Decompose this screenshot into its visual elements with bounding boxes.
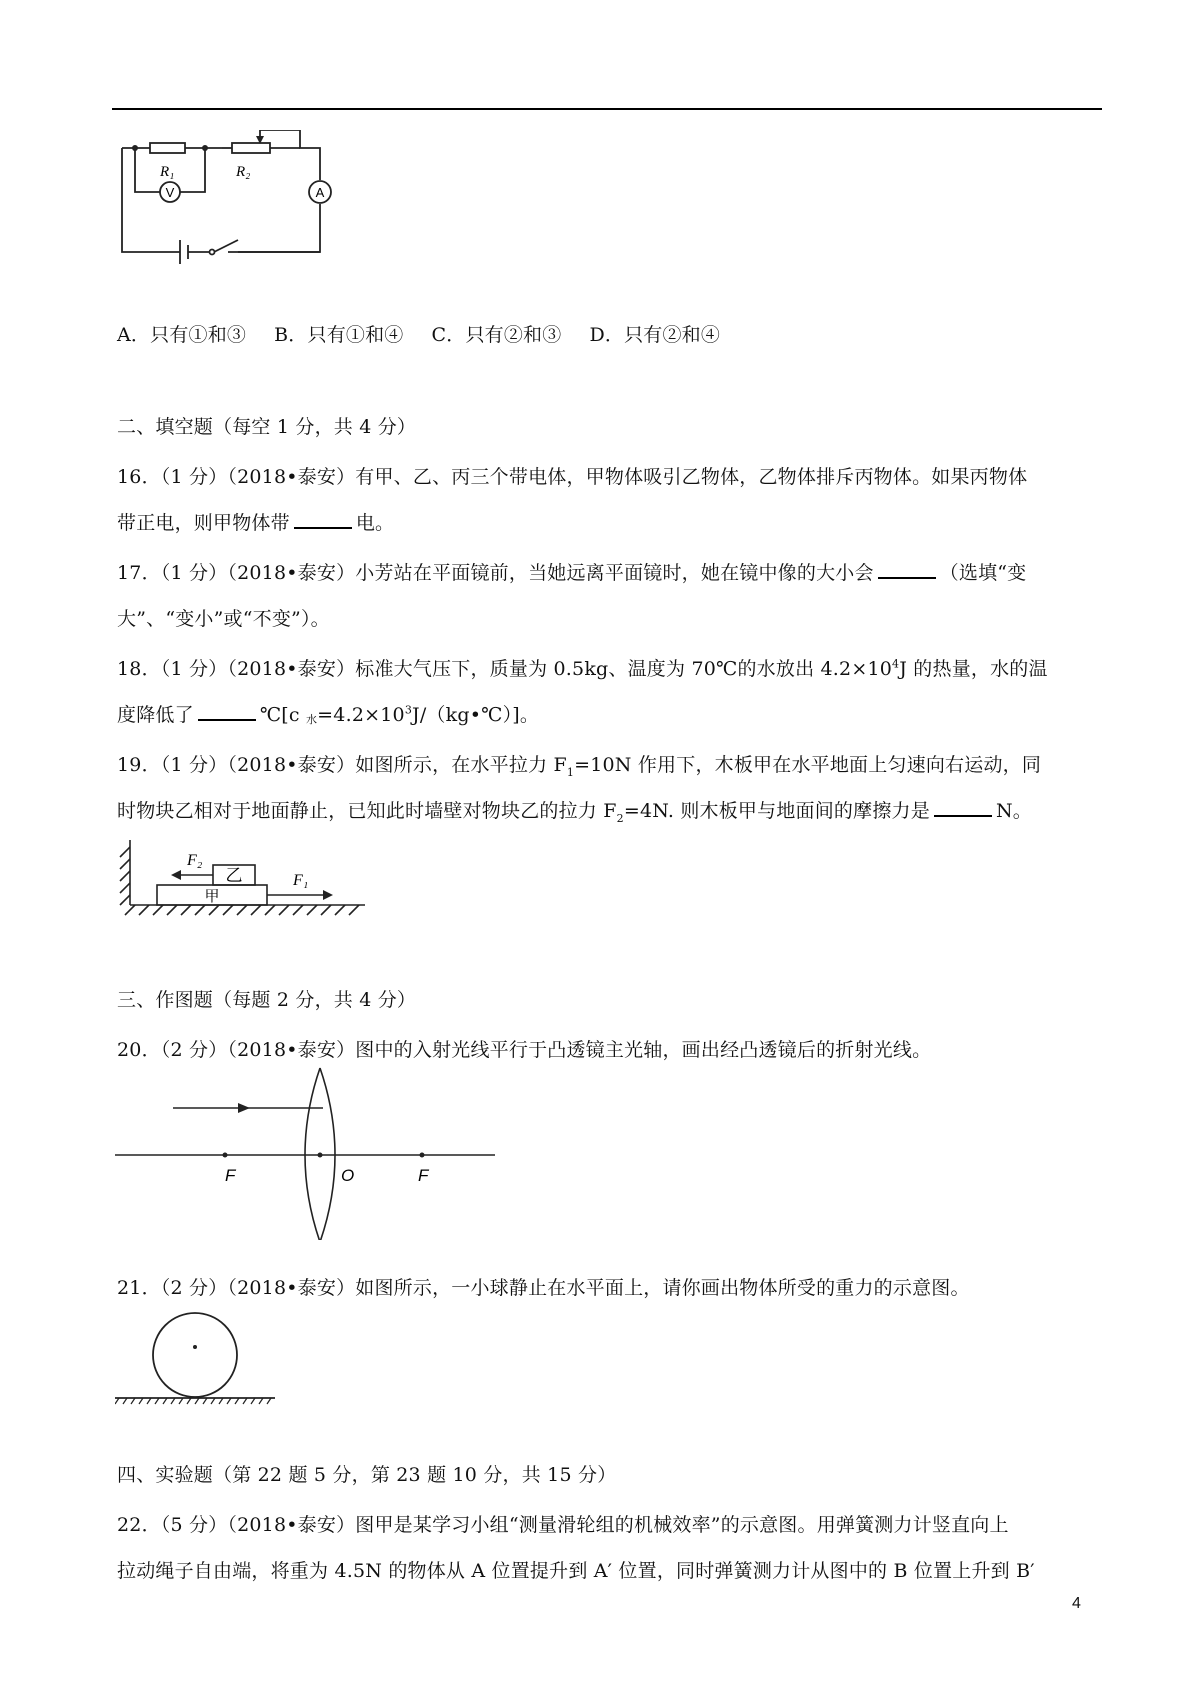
f1-label: F₁ — [293, 872, 309, 889]
option-c: C．只有②和③ — [431, 324, 562, 346]
header-rule — [112, 108, 1102, 110]
q18-line2 — [117, 700, 539, 727]
q18-answer-blank[interactable] — [198, 701, 256, 721]
q21-text: 21．（2 分）（2018•泰安）如图所示，一小球静止在水平面上，请你画出物体所受的重力的示意图。 — [117, 1277, 970, 1299]
q18-exponent-2: 3 — [404, 703, 413, 717]
friction-diagram — [115, 835, 375, 925]
q16-line2 — [117, 508, 394, 535]
optical-center-label: O — [341, 1166, 355, 1185]
block-yi-label: 乙 — [225, 866, 243, 886]
f2-label: F₂ — [187, 852, 203, 869]
q16-answer-blank[interactable] — [294, 509, 352, 529]
section-heading-experiment: 四、实验题（第 22 题 5 分，第 23 题 10 分，共 15 分） — [117, 1464, 617, 1486]
q17-line2: 大”、“变小”或“不变”）。 — [117, 608, 330, 630]
board-jia-label: 甲 — [204, 887, 220, 905]
q18-text-a: 18．（1 分）（2018•泰安）标准大气压下，质量为 0.5kg、温度为 70℃的水放出 4.2×10 — [117, 658, 893, 680]
q22-line2: 拉动绳子自由端，将重为 4.5N 的物体从 A 位置提升到 A′ 位置，同时弹簧测力计从图中的 B 位置上升到 B′ — [117, 1560, 1035, 1582]
r2-label: R₂ — [236, 164, 251, 180]
circuit-diagram — [110, 130, 350, 272]
q18-text-b: J 的热量，水的温 — [899, 658, 1048, 680]
q19-line2 — [117, 796, 1032, 825]
ammeter-label: A — [315, 185, 325, 200]
q22-line1: 22．（5 分）（2018•泰安）图甲是某学习小组“测量滑轮组的机械效率”的示意图。用弹簧测力计竖直向上 — [117, 1514, 1009, 1536]
q19-text-e: N。 — [995, 800, 1032, 822]
q20-text: 20．（2 分）（2018•泰安）图中的入射光线平行于凸透镜主光轴，画出经凸透镜后的折射光线。 — [117, 1039, 932, 1061]
q19-subscript-2: 2 — [616, 811, 624, 825]
focus-right-label: F — [418, 1166, 429, 1185]
q15-options — [117, 320, 720, 347]
q18-text-f: J/（kg•℃）]。 — [412, 704, 540, 726]
q19-subscript-1: 1 — [566, 765, 575, 779]
q19-text-d: =4N. 则木板甲与地面间的摩擦力是 — [623, 800, 930, 822]
q19-text-c: 时物块乙相对于地面静止，已知此时墙壁对物块乙的拉力 F — [117, 800, 617, 822]
lens-diagram — [115, 1060, 505, 1240]
q18-line1 — [117, 654, 1048, 681]
option-d: D．只有②和④ — [589, 324, 721, 346]
q19-text-b: =10N 作用下，木板甲在水平地面上匀速向右运动，同 — [574, 754, 1042, 776]
q18-text-c: 度降低了 — [117, 704, 194, 726]
q17-answer-blank[interactable] — [878, 559, 936, 579]
q16-text-b: 电。 — [355, 512, 395, 534]
r1-label: R₁ — [160, 164, 175, 180]
voltmeter-label: V — [165, 185, 175, 200]
q16-line1: 16．（1 分）（2018•泰安）有甲、乙、丙三个带电体，甲物体吸引乙物体，乙物体排斥丙物体。如果丙物体 — [117, 466, 1028, 488]
section-heading-drawing: 三、作图题（每题 2 分，共 4 分） — [117, 989, 417, 1011]
option-a: A．只有①和③ — [117, 324, 247, 346]
q16-text-a: 带正电，则甲物体带 — [117, 512, 290, 534]
option-b: B．只有①和④ — [274, 324, 404, 346]
section-heading-fill-in: 二、填空题（每空 1 分，共 4 分） — [117, 416, 417, 438]
focus-left-label: F — [225, 1166, 236, 1185]
q18-subscript: 水 — [305, 713, 318, 726]
q19-answer-blank[interactable] — [934, 797, 992, 817]
q19-text-a: 19．（1 分）（2018•泰安）如图所示，在水平拉力 F — [117, 754, 567, 776]
q18-exponent-1: 4 — [892, 657, 900, 671]
q17-text-a: 17．（1 分）（2018•泰安）小芳站在平面镜前，当她远离平面镜时，她在镜中像的大小会 — [117, 562, 874, 584]
q17-line1 — [117, 558, 1026, 585]
q18-text-e: =4.2×10 — [317, 704, 405, 726]
page-number: 4 — [1072, 1595, 1081, 1612]
ball-diagram — [115, 1300, 275, 1412]
q18-text-d: ℃[c — [259, 704, 306, 726]
q17-text-b: （选填“变 — [939, 562, 1027, 584]
q19-line1 — [117, 750, 1041, 779]
